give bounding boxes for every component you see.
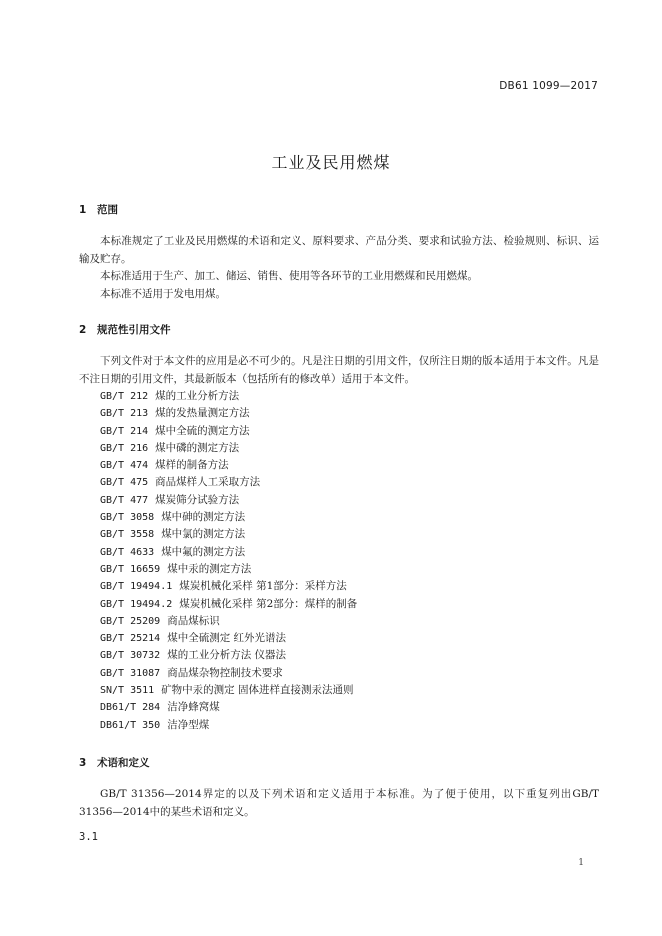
reference-title: 煤炭机械化采样 第2部分：煤样的制备 — [179, 597, 358, 610]
reference-item — [100, 630, 357, 647]
reference-code: GB/T 216 — [100, 442, 149, 454]
reference-code: GB/T 19494.2 — [100, 598, 173, 610]
reference-code: GB/T 25214 — [100, 633, 161, 645]
section-number: 3 — [79, 757, 87, 769]
reference-title: 洁净型煤 — [167, 718, 210, 731]
reference-code: GB/T 19494.1 — [100, 581, 173, 593]
scope-paragraph-3: 本标准不适用于发电用煤。 — [100, 287, 226, 300]
reference-title: 煤中氯的测定方法 — [161, 528, 246, 541]
reference-list — [100, 388, 357, 734]
section-number: 1 — [79, 204, 87, 216]
reference-title: 煤中砷的测定方法 — [161, 511, 246, 524]
reference-item — [100, 492, 357, 509]
page-number: 1 — [578, 858, 584, 868]
reference-title: 煤的发热量测定方法 — [155, 407, 250, 420]
reference-title: 煤中全硫测定 红外光谱法 — [167, 632, 287, 645]
document-title: 工业及民用燃煤 — [271, 153, 391, 172]
reference-item — [100, 388, 357, 405]
reference-title: 煤炭机械化采样 第1部分：采样方法 — [179, 580, 347, 593]
reference-title: 煤中汞的测定方法 — [167, 562, 252, 575]
reference-title: 煤炭筛分试验方法 — [155, 493, 240, 506]
section-title: 术语和定义 — [97, 757, 150, 769]
reference-item — [100, 405, 357, 422]
normative-intro: 下列文件对于本文件的应用是必不可少的。凡是注日期的引用文件，仅所注日期的版本适用于本文件。凡是不注日期的引用文件，其最新版本（包括所有的修改单）适用于本文件。 — [79, 355, 599, 385]
reference-title: 洁净蜂窝煤 — [167, 701, 220, 714]
reference-item — [100, 613, 357, 630]
reference-item — [100, 682, 357, 699]
reference-code: GB/T 475 — [100, 477, 149, 489]
reference-code: GB/T 3558 — [100, 529, 155, 541]
reference-code: GB/T 25209 — [100, 615, 161, 627]
terms-intro: GB/T 31356—2014界定的以及下列术语和定义适用于本标准。为了便于使用，以下重复列出GB/T 31356—2014中的某些术语和定义。 — [79, 788, 599, 818]
section-heading-terms — [79, 755, 150, 770]
reference-item — [100, 717, 357, 734]
reference-item — [100, 578, 357, 595]
reference-code: GB/T 214 — [100, 425, 149, 437]
reference-item — [100, 647, 357, 664]
reference-title: 煤样的制备方法 — [155, 459, 229, 472]
reference-item — [100, 665, 357, 682]
reference-title: 煤中磷的测定方法 — [155, 441, 240, 454]
reference-title: 煤的工业分析方法 仪器法 — [167, 649, 287, 662]
reference-title: 商品煤杂物控制技术要求 — [167, 666, 283, 679]
section-title: 规范性引用文件 — [97, 324, 171, 336]
reference-title: 煤中氟的测定方法 — [161, 545, 246, 558]
reference-item — [100, 526, 357, 543]
term-number: 3.1 — [79, 831, 98, 843]
reference-code: GB/T 3058 — [100, 512, 155, 524]
scope-paragraph-2: 本标准适用于生产、加工、储运、销售、使用等各环节的工业用燃煤和民用燃煤。 — [100, 270, 478, 282]
reference-title: 煤的工业分析方法 — [155, 390, 240, 402]
reference-code: DB61/T 350 — [100, 719, 161, 731]
reference-code: GB/T 31087 — [100, 667, 161, 679]
reference-title: 矿物中汞的测定 固体进样直接测汞法通则 — [161, 684, 354, 697]
reference-code: GB/T 30732 — [100, 650, 161, 662]
section-heading-normative — [79, 322, 171, 337]
reference-title: 商品煤标识 — [167, 614, 220, 627]
reference-code: GB/T 474 — [100, 460, 149, 472]
reference-code: DB61/T 284 — [100, 702, 161, 714]
reference-code: GB/T 4633 — [100, 546, 155, 558]
reference-item — [100, 699, 357, 716]
reference-code: SN/T 3511 — [100, 685, 155, 697]
reference-item — [100, 440, 357, 457]
reference-title: 商品煤样人工采取方法 — [155, 476, 261, 489]
reference-item — [100, 474, 357, 491]
scope-paragraph-1: 本标准规定了工业及民用燃煤的术语和定义、原料要求、产品分类、要求和试验方法、检验规则、标识、运输及贮存。 — [79, 235, 599, 265]
section-heading-scope — [79, 202, 118, 217]
section-number: 2 — [79, 324, 87, 336]
reference-code: GB/T 477 — [100, 494, 149, 506]
reference-code: GB/T 213 — [100, 408, 149, 420]
reference-item — [100, 561, 357, 578]
reference-code: GB/T 212 — [100, 391, 149, 402]
reference-item — [100, 509, 357, 526]
reference-item — [100, 596, 357, 613]
reference-item — [100, 423, 357, 440]
section-title: 范围 — [97, 204, 118, 216]
reference-item — [100, 457, 357, 474]
reference-code: GB/T 16659 — [100, 563, 161, 575]
reference-item — [100, 544, 357, 561]
document-code: DB61 1099—2017 — [499, 80, 598, 92]
reference-title: 煤中全硫的测定方法 — [155, 424, 250, 437]
